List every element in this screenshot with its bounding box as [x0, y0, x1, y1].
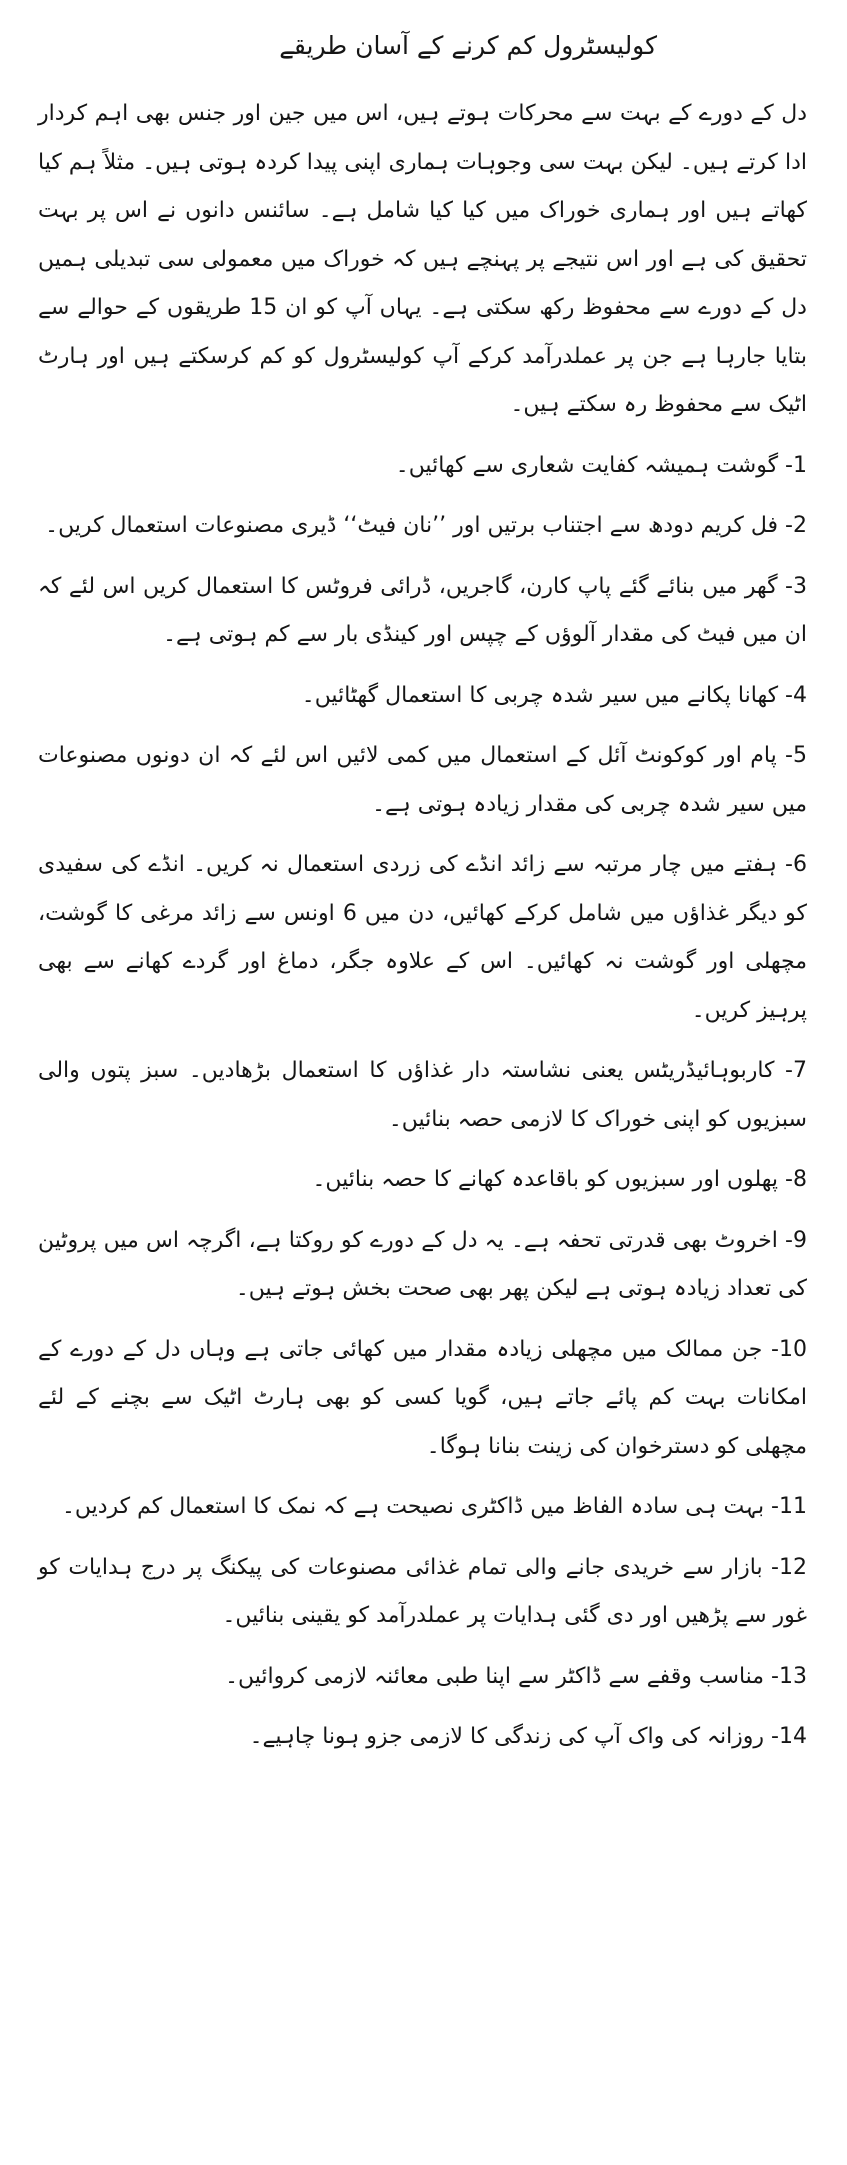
tip-4: 4- کھانا پکانے میں سیر شدہ چربی کا استعمال گھٹائیں۔ — [301, 682, 807, 708]
tip-6: 6- ہفتے میں چار مرتبہ سے زائد انڈے کی زردی استعمال نہ کریں۔ انڈے کی سفیدی کو دیگر غذاؤں میں شامل کرکے کھائیں، دن میں 6 اونس سے زائد مرغی کا گوشت، مچھلی اور گوشت نہ کھائیں۔ اس کے علاوہ جگر، دماغ اور گردے کھانے سے بھی پرہیز کریں۔ — [38, 852, 807, 1023]
tip-14: 14- روزانہ کی واک آپ کی زندگی کا لازمی جزو ہونا چاہیے۔ — [249, 1724, 807, 1749]
tip-8: 8- پھلوں اور سبزیوں کو باقاعدہ کھانے کا حصہ بنائیں۔ — [312, 1167, 807, 1192]
tip-13: 13- مناسب وقفے سے ڈاکٹر سے اپنا طبی معائنہ لازمی کروائیں۔ — [225, 1663, 807, 1689]
tip-10: 10- جن ممالک میں مچھلی زیادہ مقدار میں کھائی جاتی ہے وہاں دل کے دورے کے امکانات بہت کم پائے جاتے ہیں، گویا کسی کو بھی ہارٹ اٹیک سے بچنے کے لئے مچھلی کو دسترخوان کی زینت بنانا ہوگا۔ — [38, 1336, 807, 1459]
tip-5: 5- پام اور کوکونٹ آئل کے استعمال میں کمی لائیں اس لئے کہ ان دونوں مصنوعات میں سیر شدہ چربی کی مقدار زیادہ ہوتی ہے۔ — [38, 743, 807, 817]
tip-3: 3- گھر میں بنائے گئے پاپ کارن، گاجریں، ڈرائی فروٹس کا استعمال کریں اس لئے کہ ان میں فیٹ کی مقدار آلوؤں کے چپس اور کینڈی بار سے کم ہوتی ہے۔ — [38, 573, 807, 647]
article-title: کولیسٹرول کم کرنے کے آسان طریقے — [279, 31, 657, 60]
tip-11: 11- بہت ہی سادہ الفاظ میں ڈاکٹری نصیحت ہے کہ نمک کا استعمال کم کردیں۔ — [61, 1494, 807, 1519]
intro-paragraph: دل کے دورے کے بہت سے محرکات ہوتے ہیں، اس میں جین اور جنس بھی اہم کردار ادا کرتے ہیں۔ لیکن بہت سی وجوہات ہماری اپنی پیدا کردہ ہوتی ہیں۔ مثلاً ہم کیا کھاتے ہیں اور ہماری خوراک میں کیا کیا شامل ہے۔ سائنس دانوں نے اس پر بہت تحقیق کی ہے اور اس نتیجے پر پہنچے ہیں کہ خوراک میں معمولی سی تبدیلی ہمیں دل کے دورے سے محفوظ رکھ سکتی ہے۔ یہاں آپ کو ان 15 طریقوں کے حوالے سے بتایا جارہا ہے جن پر عملدرآمد کرکے آپ کولیسٹرول کو کم کرسکتے ہیں اور ہارٹ اٹیک سے محفوظ رہ سکتے ہیں۔ — [38, 101, 807, 417]
tip-7: 7- کاربوہائیڈریٹس یعنی نشاستہ دار غذاؤں کا استعمال بڑھادیں۔ سبز پتوں والی سبزیوں کو اپنی خوراک کا لازمی حصہ بنائیں۔ — [38, 1058, 807, 1132]
tip-9: 9- اخروٹ بھی قدرتی تحفہ ہے۔ یہ دل کے دورے کو روکتا ہے، اگرچہ اس میں پروٹین کی تعداد زیادہ ہوتی ہے لیکن پھر بھی صحت بخش ہوتے ہیں۔ — [38, 1227, 807, 1301]
tip-2: 2- فل کریم دودھ سے اجتناب برتیں اور ’’نان فیٹ‘‘ ڈیری مصنوعات استعمال کریں۔ — [45, 513, 807, 538]
tip-12: 12- بازار سے خریدی جانے والی تمام غذائی مصنوعات کی پیکنگ پر درج ہدایات کو غور سے پڑھیں اور دی گئی ہدایات پر عملدرآمد کو یقینی بنائیں۔ — [38, 1554, 807, 1628]
tip-1: 1- گوشت ہمیشہ کفایت شعاری سے کھائیں۔ — [395, 452, 807, 478]
